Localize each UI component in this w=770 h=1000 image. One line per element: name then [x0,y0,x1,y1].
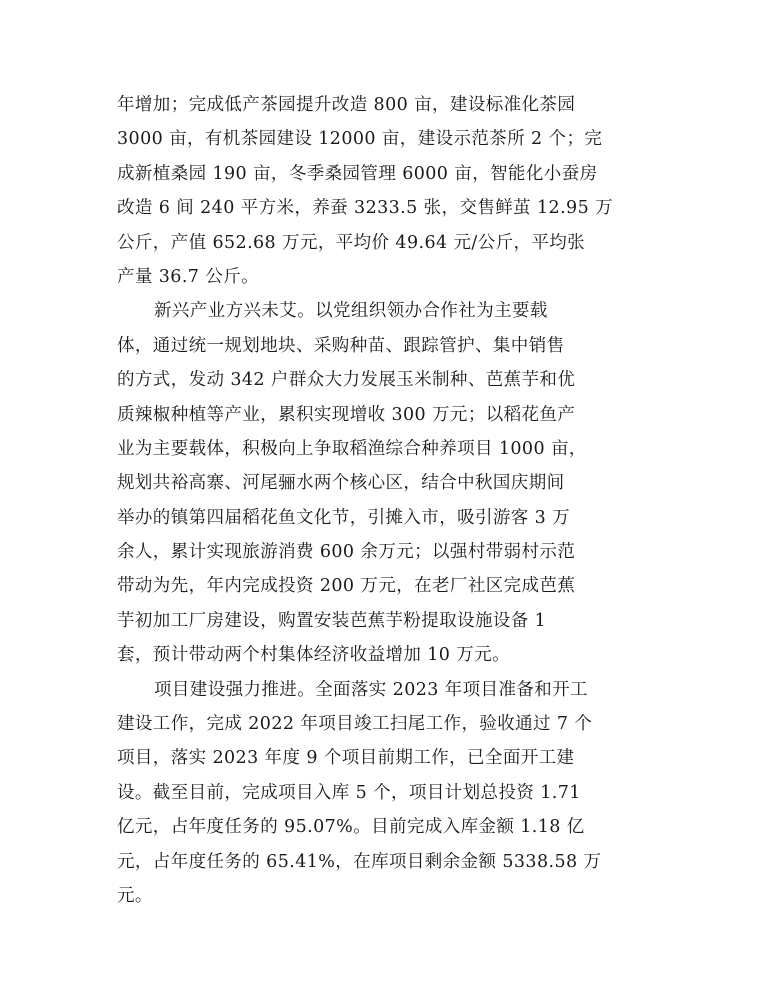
text-line: 规划共裕高寨、河尾骊水两个核心区，结合中秋国庆期间 [117,473,565,494]
text-line: 元，占年度任务的 65.41%，在库项目剩余金额 5338.58 万 [117,851,602,872]
text-line: 的方式，发动 342 户群众大力发展玉米制种、芭蕉芋和优 [117,370,576,391]
text-line: 产量 36.7 公斤。 [117,266,259,287]
text-line: 改造 6 间 240 平方米，养蚕 3233.5 张，交售鲜茧 12.95 万 [117,198,613,219]
text-line: 公斤，产值 652.68 万元，平均价 49.64 元/公斤，平均张 [117,232,586,253]
text-line: 项目，落实 2023 年度 9 个项目前期工作，已全面开工建 [117,748,575,769]
text-line: 元。 [117,885,153,906]
text-line: 体，通过统一规划地块、采购种苗、跟踪管护、集中销售 [117,335,565,356]
text-line: 业为主要载体，积极向上争取稻渔综合种养项目 1000 亩， [117,438,587,459]
text-line: 成新植桑园 190 亩，冬季桑园管理 6000 亩，智能化小蚕房 [117,163,598,184]
text-line: 质辣椒种植等产业，累积实现增收 300 万元；以稻花鱼产 [117,404,576,425]
text-line: 建设工作，完成 2022 年项目竣工扫尾工作，验收通过 7 个 [117,714,593,735]
text-line: 年增加；完成低产茶园提升改造 800 亩，建设标准化茶园 [117,95,576,115]
text-line: 余人，累计实现旅游消费 600 余万元；以强村带弱村示范 [117,542,576,563]
paragraph-emerging-industries [117,294,657,672]
text-line: 3000 亩，有机茶园建设 12000 亩，建设示范茶所 2 个；完 [117,129,603,150]
paragraph-tea-sericulture [117,88,657,294]
document-body [117,88,657,913]
paragraph-project-construction [117,673,657,914]
text-line: 套，预计带动两个村集体经济收益增加 10 万元。 [117,645,510,666]
text-line: 带动为先，年内完成投资 200 万元，在老厂社区完成芭蕉 [117,576,576,597]
text-line: 芋初加工厂房建设，购置安装芭蕉芋粉提取设施设备 1 [117,610,547,631]
text-line: 新兴产业方兴未艾。以党组织领办合作社为主要载 [154,301,548,322]
text-line: 举办的镇第四届稻花鱼文化节，引摊入市，吸引游客 3 万 [117,507,571,528]
text-line: 亿元，占年度任务的 95.07%。目前完成入库金额 1.18 亿 [117,817,585,838]
text-line: 设。截至目前，完成项目入库 5 个，项目计划总投资 1.71 [117,782,581,803]
text-line: 项目建设强力推进。全面落实 2023 年项目准备和开工 [154,679,588,700]
